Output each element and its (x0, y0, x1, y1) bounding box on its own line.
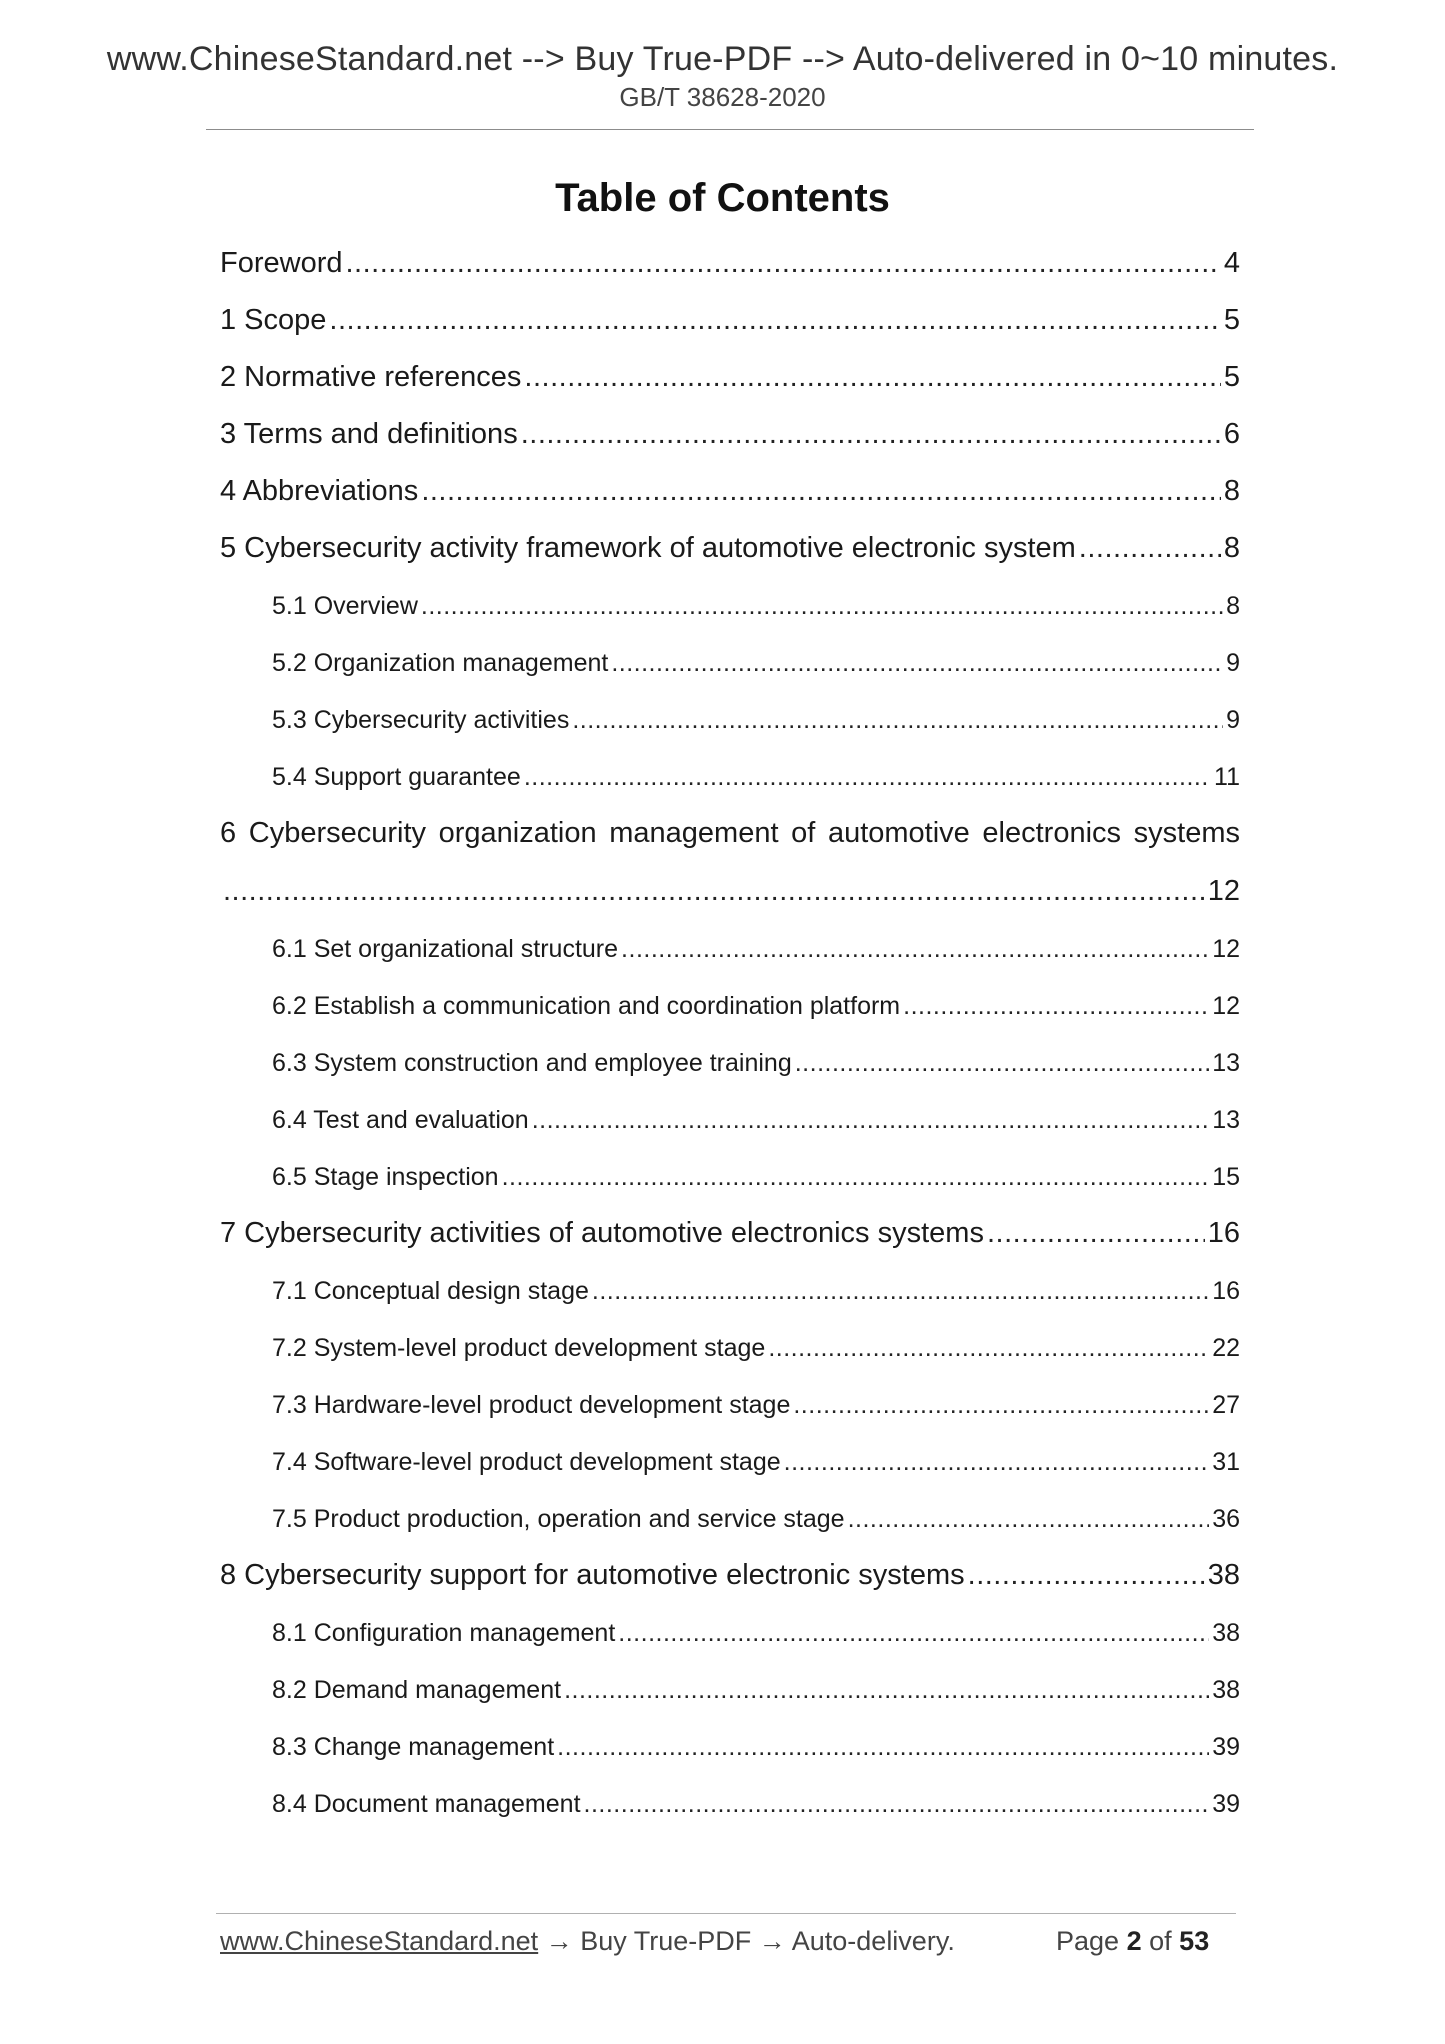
toc-entry-label: 8.1 Configuration management (272, 1619, 616, 1647)
toc-entry-label: 7.3 Hardware-level product development stage (272, 1391, 791, 1419)
toc-entry-page: 16 (1212, 1277, 1240, 1305)
toc-entry-page: 22 (1212, 1334, 1240, 1362)
toc-entry-label: 6.2 Establish a communication and coordination platform (272, 992, 901, 1020)
toc-leader-dots (987, 1217, 1205, 1250)
toc-entry-label: 3 Terms and definitions (220, 418, 518, 450)
toc-leader-dots (621, 935, 1209, 964)
toc-subentry[interactable] (272, 1733, 1240, 1769)
footer-site-link[interactable]: www.ChineseStandard.net (220, 1926, 539, 1956)
toc-leader-dots (768, 1334, 1209, 1363)
toc-entry[interactable] (220, 475, 1240, 515)
toc-entry-label: 5.4 Support guarantee (272, 763, 521, 791)
toc-entry-page: 8 (1226, 592, 1240, 620)
toc-entry-page: 8 (1223, 532, 1240, 564)
toc-entry[interactable] (220, 1217, 1240, 1257)
toc-subentry[interactable] (272, 706, 1240, 742)
toc-leader-dots (1079, 532, 1221, 565)
toc-subentry[interactable] (272, 1277, 1240, 1313)
toc-leader-dots (848, 1505, 1210, 1534)
toc-entry-label: 5.1 Overview (272, 592, 418, 620)
toc-entry-label: 7 Cybersecurity activities of automotive electronics systems (220, 1217, 984, 1249)
toc-entry-page: 15 (1212, 1163, 1240, 1191)
toc-entry-page: 6 (1223, 418, 1240, 450)
toc-entry-page: 11 (1214, 763, 1240, 791)
toc-leader-dots (532, 1106, 1210, 1135)
toc-entry[interactable] (220, 304, 1240, 344)
toc-leader-dots (329, 304, 1220, 337)
page-current: 2 (1126, 1926, 1142, 1956)
toc-subentry[interactable] (272, 1505, 1240, 1541)
toc-leader-dots (793, 1391, 1209, 1420)
toc-entry-label: 6.3 System construction and employee training (272, 1049, 792, 1077)
toc-entry-page: 38 (1212, 1676, 1240, 1704)
page-indicator (1056, 1926, 1209, 1957)
toc-entry-page: 8 (1223, 475, 1240, 507)
toc-leader-dots (611, 649, 1223, 678)
toc-leader-dots (502, 1163, 1210, 1192)
toc-entry-page: 9 (1226, 649, 1240, 677)
footer-promo (220, 1926, 955, 1957)
toc-entry-page: 13 (1212, 1049, 1240, 1077)
toc-entry-page: 13 (1212, 1106, 1240, 1134)
toc-subentry[interactable] (272, 1163, 1240, 1199)
toc-entry-label: 4 Abbreviations (220, 475, 419, 507)
page-word: Page (1056, 1926, 1120, 1956)
page-total: 53 (1179, 1926, 1210, 1956)
toc-entry-label: 7.1 Conceptual design stage (272, 1277, 589, 1305)
toc-subentry[interactable] (272, 1334, 1240, 1370)
toc-entry[interactable] (220, 361, 1240, 401)
toc-subentry[interactable] (272, 592, 1240, 628)
toc-subentry[interactable] (272, 1619, 1240, 1655)
header-banner: www.ChineseStandard.net --> Buy True-PDF --> Auto-delivered in 0~10 minutes. (106, 40, 1339, 78)
toc-entry[interactable] (220, 418, 1240, 458)
toc-subentry[interactable] (272, 1676, 1240, 1712)
footer-divider (216, 1913, 1236, 1914)
toc-entry-page: 12 (1207, 875, 1240, 907)
toc-subentry[interactable] (272, 649, 1240, 685)
document-number: GB/T 38628-2020 (619, 82, 826, 112)
toc-entry-label: 2 Normative references (220, 361, 522, 393)
toc-entry-label: 6.1 Set organizational structure (272, 935, 619, 963)
toc-entry-page: 36 (1212, 1505, 1240, 1533)
toc-entry-page: 16 (1207, 1217, 1240, 1249)
toc-entry-page: 38 (1207, 1559, 1240, 1591)
toc-subentry[interactable] (272, 763, 1240, 799)
toc-leader-dots (421, 475, 1221, 508)
page-title: Table of Contents (555, 176, 890, 220)
toc-entry-page: 38 (1212, 1619, 1240, 1647)
toc-leader-dots (968, 1559, 1205, 1592)
toc-entry-wrapped[interactable] (220, 817, 1240, 850)
toc-leader-dots (223, 875, 1205, 908)
toc-leader-dots (524, 361, 1220, 394)
toc-leader-dots (524, 763, 1211, 792)
toc-entry-page: 4 (1223, 247, 1240, 279)
toc-entry-page: 9 (1226, 706, 1240, 734)
toc-leader-dots (618, 1619, 1209, 1648)
toc-entry-label: 6 Cybersecurity organization management of automotive electronics systems (220, 817, 1240, 849)
toc-entry-page: 12 (1212, 992, 1240, 1020)
toc-leader-dots (557, 1733, 1209, 1762)
toc-entry-label: 1 Scope (220, 304, 327, 336)
toc-entry-page: 5 (1223, 304, 1240, 336)
toc-entry-page: 5 (1223, 361, 1240, 393)
toc-leader-dots (572, 706, 1223, 735)
toc-entry-page: 12 (1212, 935, 1240, 963)
toc-entry-page: 27 (1212, 1391, 1240, 1419)
toc-entry-label: 8.4 Document management (272, 1790, 581, 1818)
toc-entry-label: 8.3 Change management (272, 1733, 555, 1761)
toc-leader-dots (592, 1277, 1209, 1306)
toc-entry[interactable] (220, 532, 1240, 572)
toc-entry-label: 5.2 Organization management (272, 649, 609, 677)
toc-leader-dots (903, 992, 1209, 1021)
toc-subentry[interactable] (272, 1790, 1240, 1826)
toc-entry[interactable] (220, 1559, 1240, 1599)
toc-leader-dots (521, 418, 1221, 451)
toc-entry-label: 6.4 Test and evaluation (272, 1106, 529, 1134)
toc-subentry[interactable] (272, 1049, 1240, 1085)
toc-entry-page: 39 (1212, 1733, 1240, 1761)
toc-entry-continuation[interactable] (220, 875, 1240, 915)
toc-subentry[interactable] (272, 992, 1240, 1028)
toc-leader-dots (421, 592, 1223, 621)
toc-subentry[interactable] (272, 935, 1240, 971)
toc-leader-dots (795, 1049, 1209, 1078)
toc-entry-page: 39 (1212, 1790, 1240, 1818)
toc-leader-dots (346, 247, 1221, 280)
toc-leader-dots (564, 1676, 1209, 1705)
toc-entry-label: 8.2 Demand management (272, 1676, 562, 1704)
footer-promo-text: → Buy True-PDF → Auto-delivery. (538, 1926, 955, 1956)
toc-entry-label: 7.2 System-level product development stage (272, 1334, 766, 1362)
toc-entry[interactable] (220, 247, 1240, 287)
of-word: of (1149, 1926, 1172, 1956)
toc-entry-label: 7.4 Software-level product development stage (272, 1448, 781, 1476)
toc-leader-dots (784, 1448, 1210, 1477)
toc-entry-label: 6.5 Stage inspection (272, 1163, 499, 1191)
toc-subentry[interactable] (272, 1106, 1240, 1142)
toc-subentry[interactable] (272, 1448, 1240, 1484)
toc-entry-label: 8 Cybersecurity support for automotive electronic systems (220, 1559, 965, 1591)
toc-entry-page: 31 (1212, 1448, 1240, 1476)
toc-leader-dots (584, 1790, 1210, 1819)
toc-entry-label: Foreword (220, 247, 343, 279)
toc-entry-label: 5.3 Cybersecurity activities (272, 706, 570, 734)
toc-subentry[interactable] (272, 1391, 1240, 1427)
toc-entry-label: 5 Cybersecurity activity framework of automotive electronic system (220, 532, 1076, 564)
toc-entry-label: 7.5 Product production, operation and service stage (272, 1505, 845, 1533)
